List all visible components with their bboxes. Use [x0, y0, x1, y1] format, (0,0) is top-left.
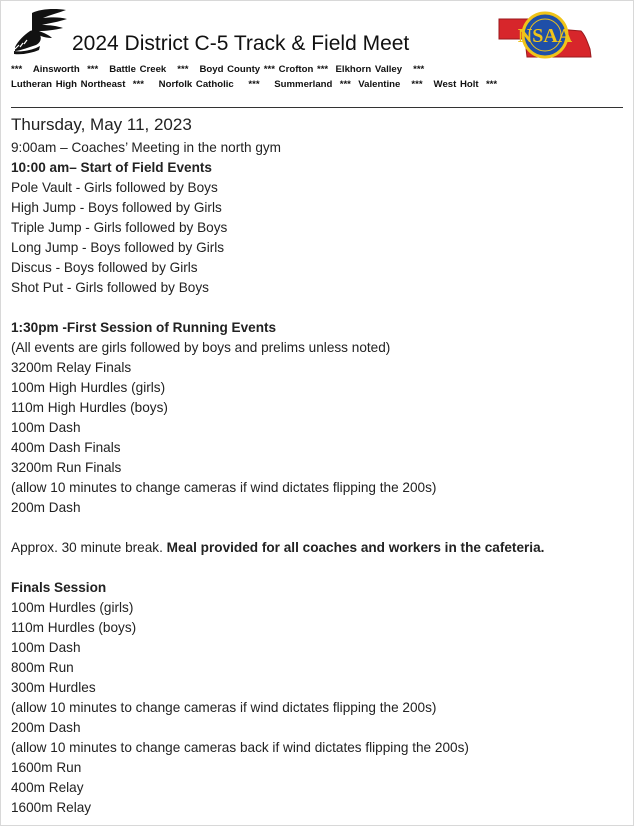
finals-session-heading: Finals Session [11, 580, 107, 595]
list-item: 200m Dash [11, 720, 81, 735]
list-item: Discus - Boys followed by Girls [11, 260, 198, 275]
list-item: 400m Dash Finals [11, 440, 121, 455]
list-item: 3200m Run Finals [11, 460, 122, 475]
list-item: Triple Jump - Girls followed by Boys [11, 220, 228, 235]
list-item: 200m Dash [11, 500, 81, 515]
list-item: (All events are girls followed by boys and prelims unless noted) [11, 340, 391, 355]
school-line: *** Ainsworth *** Battle Creek *** Boyd County *** Crofton *** Elkhorn Valley *** [11, 64, 425, 75]
schedule-body [11, 114, 626, 818]
list-item: High Jump - Boys followed by Girls [11, 200, 222, 215]
break-text: Approx. 30 minute break. [11, 540, 167, 555]
page-title: 2024 District C-5 Track & Field Meet [72, 32, 410, 55]
schedule-date: Thursday, May 11, 2023 [11, 115, 192, 134]
list-item: 1600m Relay [11, 800, 92, 815]
list-item: Long Jump - Boys followed by Girls [11, 240, 225, 255]
spacer [11, 298, 626, 318]
list-item: 400m Relay [11, 780, 84, 795]
spacer [11, 518, 626, 538]
list-item: (allow 10 minutes to change cameras if wind dictates flipping the 200s) [11, 700, 437, 715]
list-item: 100m Dash [11, 640, 81, 655]
break-notice [11, 538, 626, 558]
list-item: 100m Dash [11, 420, 81, 435]
list-item: Shot Put - Girls followed by Boys [11, 280, 209, 295]
nsaa-logo [497, 9, 593, 61]
list-item: 100m Hurdles (girls) [11, 600, 134, 615]
spacer [11, 558, 626, 578]
list-item: (allow 10 minutes to change cameras if wind dictates flipping the 200s) [11, 480, 437, 495]
list-item: 800m Run [11, 660, 74, 675]
school-line: Lutheran High Northeast *** Norfolk Catholic *** Summerland *** Valentine *** West Holt *** [11, 79, 498, 90]
nsaa-logo-text: NSAA [517, 25, 573, 47]
field-events-heading: 10:00 am– Start of Field Events [11, 160, 212, 175]
list-item: 300m Hurdles [11, 680, 96, 695]
school-list [11, 62, 531, 92]
divider [11, 107, 623, 108]
list-item: 3200m Relay Finals [11, 360, 132, 375]
winged-shoe-logo [10, 7, 70, 57]
running-session-heading: 1:30pm -First Session of Running Events [11, 320, 277, 335]
list-item: (allow 10 minutes to change cameras back if wind dictates flipping the 200s) [11, 740, 469, 755]
list-item: 1600m Run [11, 760, 82, 775]
list-item: 110m Hurdles (boys) [11, 620, 137, 635]
list-item: Pole Vault - Girls followed by Boys [11, 180, 218, 195]
coaches-meeting: 9:00am – Coaches’ Meeting in the north gym [11, 140, 282, 155]
list-item: 100m High Hurdles (girls) [11, 380, 166, 395]
list-item: 110m High Hurdles (boys) [11, 400, 168, 415]
meal-notice: Meal provided for all coaches and workers in the cafeteria. [166, 540, 545, 555]
